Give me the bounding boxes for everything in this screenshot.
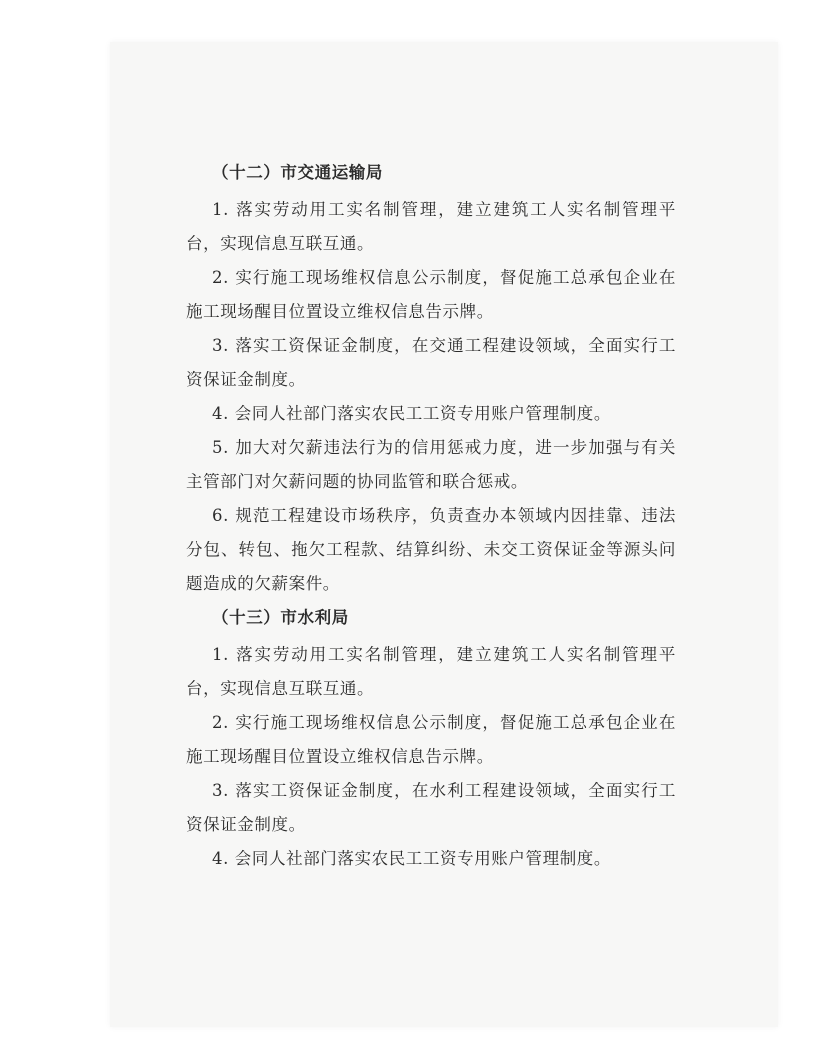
list-item xyxy=(186,431,676,499)
item-text: 落实工资保证金制度，在水利工程建设领域，全面实行工资保证金制度。 xyxy=(186,781,676,834)
item-number: 1. xyxy=(212,645,229,664)
item-number: 4. xyxy=(212,404,229,423)
list-item xyxy=(186,193,676,261)
list-item xyxy=(186,329,676,397)
item-text: 会同人社部门落实农民工工资专用账户管理制度。 xyxy=(228,404,611,423)
item-number: 2. xyxy=(212,268,229,287)
list-item xyxy=(186,397,676,431)
item-text: 落实劳动用工实名制管理，建立建筑工人实名制管理平台，实现信息互联互通。 xyxy=(186,645,676,698)
list-item xyxy=(186,261,676,329)
item-text: 落实工资保证金制度，在交通工程建设领域，全面实行工资保证金制度。 xyxy=(186,336,676,389)
item-number: 5. xyxy=(212,438,229,457)
item-number: 3. xyxy=(212,336,229,355)
item-number: 2. xyxy=(212,713,229,732)
item-number: 6. xyxy=(212,506,229,525)
section-heading: （十三）市水利局 xyxy=(212,608,349,627)
item-text: 加大对欠薪违法行为的信用惩戒力度，进一步加强与有关主管部门对欠薪问题的协同监管和联合惩戒。 xyxy=(186,438,676,491)
item-text: 规范工程建设市场秩序，负责查办本领域内因挂靠、违法分包、转包、拖欠工程款、结算纠纷、未交工资保证金等源头问题造成的欠薪案件。 xyxy=(186,506,676,593)
list-item xyxy=(186,706,676,774)
item-text: 实行施工现场维权信息公示制度，督促施工总承包企业在施工现场醒目位置设立维权信息告示牌。 xyxy=(186,268,676,321)
item-text: 实行施工现场维权信息公示制度，督促施工总承包企业在施工现场醒目位置设立维权信息告示牌。 xyxy=(186,713,676,766)
list-item xyxy=(186,638,676,706)
item-number: 3. xyxy=(212,781,229,800)
section-heading: （十二）市交通运输局 xyxy=(212,163,383,182)
item-number: 1. xyxy=(212,200,229,219)
document-body xyxy=(186,156,676,876)
list-item xyxy=(186,499,676,601)
list-item xyxy=(186,842,676,876)
item-number: 4. xyxy=(212,849,229,868)
item-text: 落实劳动用工实名制管理，建立建筑工人实名制管理平台，实现信息互联互通。 xyxy=(186,200,676,253)
list-item xyxy=(186,774,676,842)
item-text: 会同人社部门落实农民工工资专用账户管理制度。 xyxy=(228,849,611,868)
